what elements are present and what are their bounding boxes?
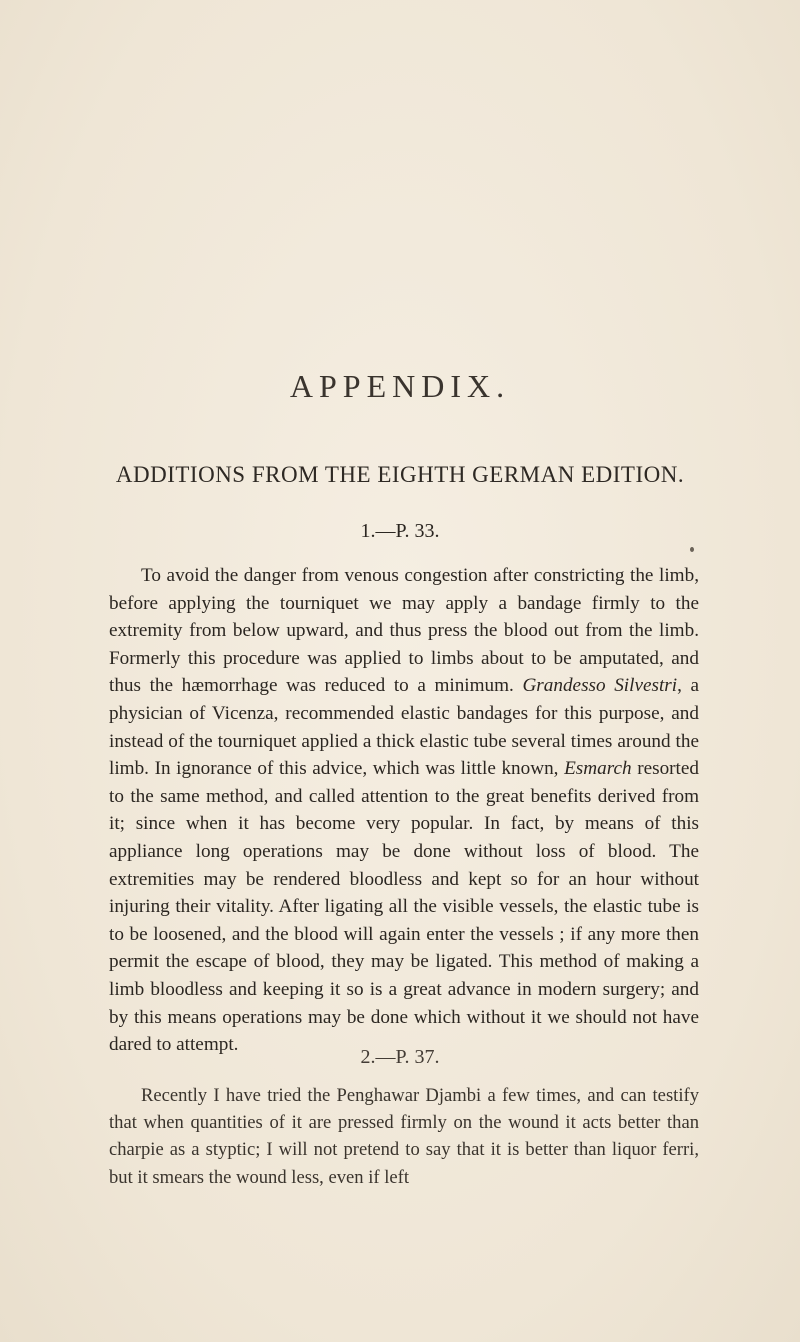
section-1-text-c: resorted to the same method, and called attention to the great benefits derived from it; since when it has become very popular. In fact, by means of this appliance long operations may be done without loss of blood. The extremities may be rendered bloodless and kept so for an hour without injuring their vitality. After ligating all the visible vessels, the elastic tube is to be loosened, and the blood will again enter the vessels ; if any more then permit the escape of blood, they may be ligated. This method of making a limb bloodless and keeping it so is a great advance in modern surgery; and by this means operations may be done which without it we should not have dared to attempt. — [109, 758, 699, 1056]
appendix-title: APPENDIX. — [289, 368, 511, 404]
section-2-paragraph: Recently I have tried the Penghawar Djambi a few times, and can testify that when quantities of it are pressed firmly on the wound it acts better than charpie as a styptic; I will not pretend to say that it is better than liquor ferri, but it smears the wound less, even if left — [109, 1085, 699, 1188]
section-1-text-b: , a physician of Vicenza, recommended elastic bandages for this purpose, and instead of the tourniquet applied a thick elastic tube several times around the limb. In ignorance of this advice, which was little known, — [109, 675, 699, 780]
section-2-heading: 2.—P. 37. — [360, 1046, 440, 1068]
section-1-heading: 1.—P. 33. — [360, 520, 440, 542]
section-1-text-a: To avoid the danger from venous congestion after constricting the limb, before applying the tourniquet we may apply a bandage firmly to the extremity from below upward, and thus press the blood out from the limb. Formerly this procedure was applied to limbs about to be amputated, and thus the hæmorrhage was reduced to a minimum. — [109, 565, 699, 697]
print-speck — [690, 547, 694, 552]
section-1-paragraph — [109, 562, 699, 1059]
person-name-grandesso-silvestri: Grandesso Silvestri — [522, 675, 678, 697]
appendix-subtitle: ADDITIONS FROM THE EIGHTH GERMAN EDITION. — [115, 462, 685, 487]
person-name-esmarch: Esmarch — [564, 758, 632, 780]
